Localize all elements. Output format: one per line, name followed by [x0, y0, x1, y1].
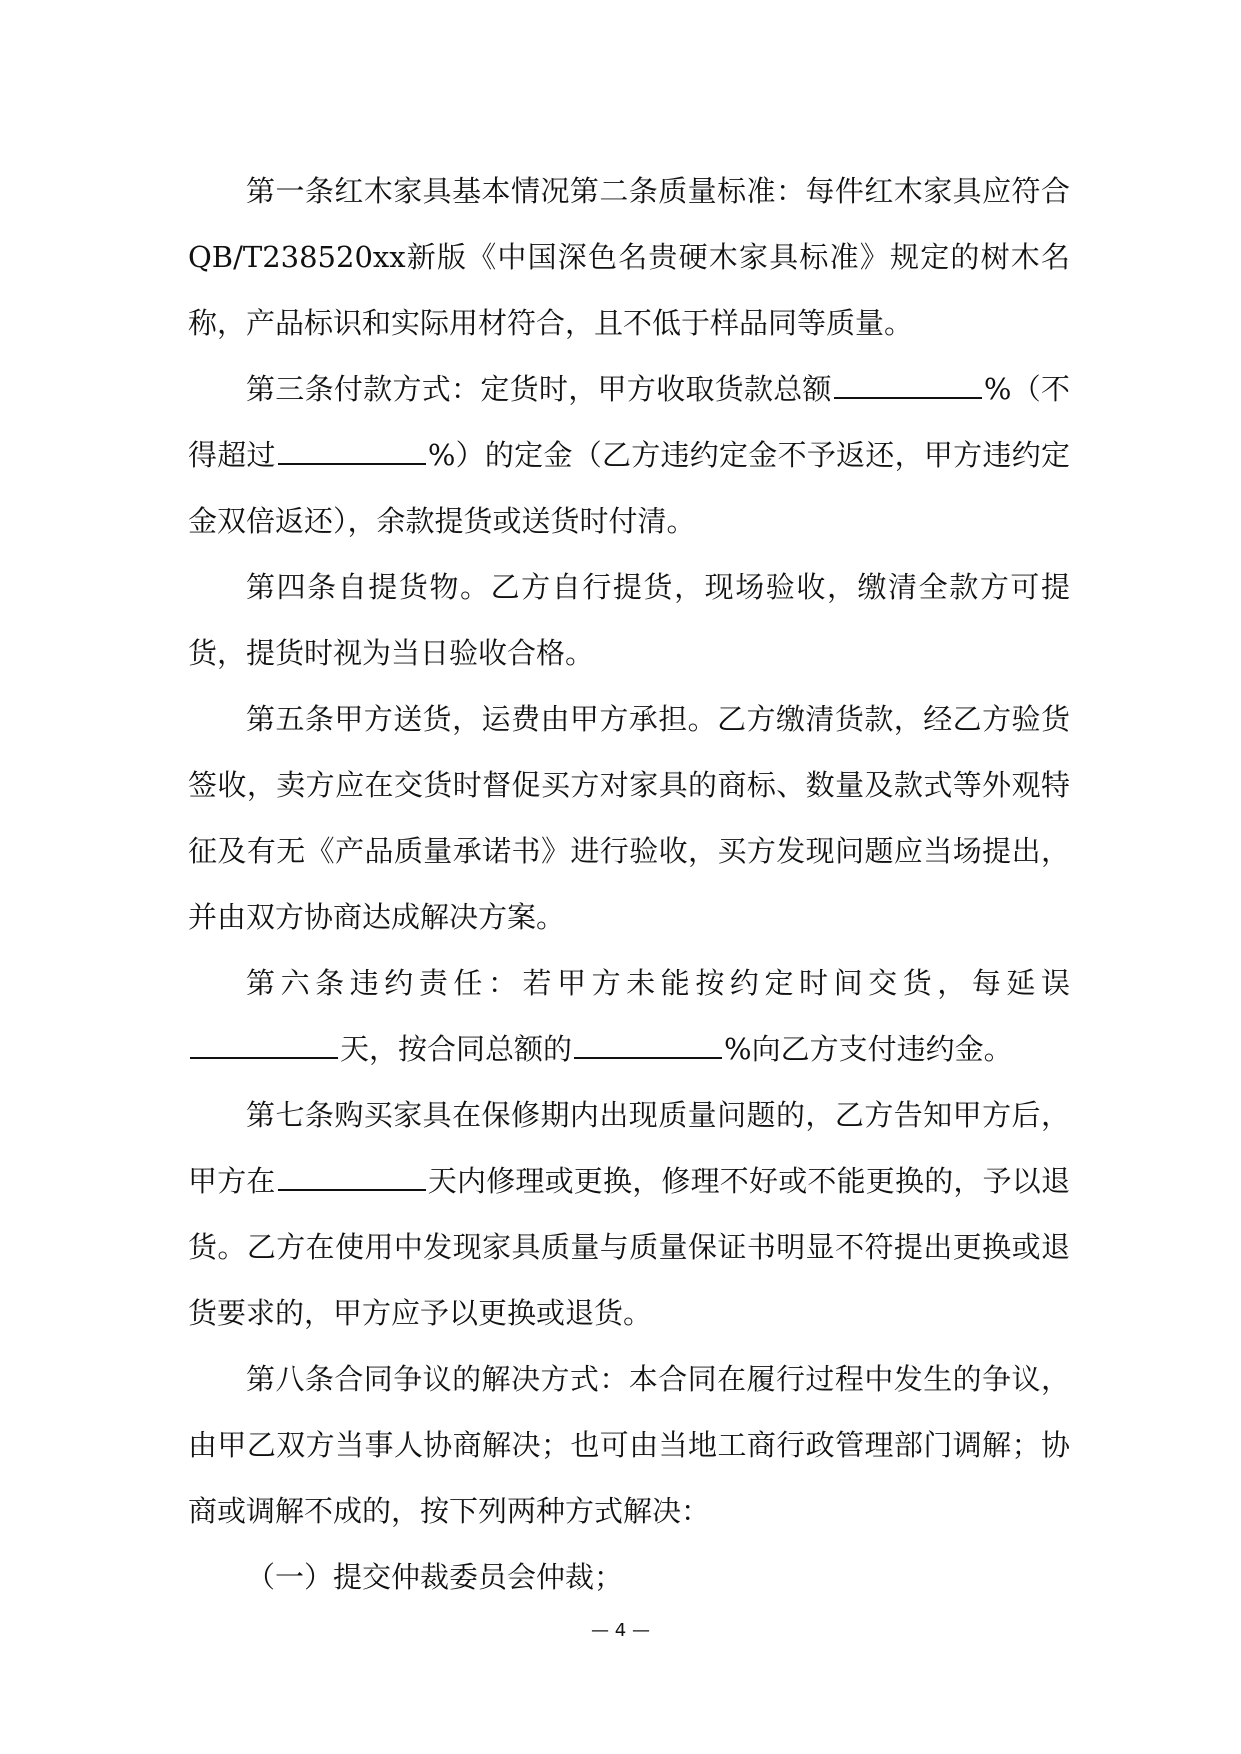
paragraph-text: 天内修理或更换，修理不好或不能更换的，予以退货。乙方在使用中发现家具质量与质量保证书明显不符提出更换或退货要求的，甲方应予以更换或退货。 — [188, 1164, 1070, 1330]
page-number: — 4 — — [591, 1620, 650, 1641]
paragraph-text: %向乙方支付违约金。 — [724, 1032, 1013, 1066]
paragraph-text: 第五条甲方送货，运费由甲方承担。乙方缴清货款，经乙方验货签收，卖方应在交货时督促买方对家具的商标、数量及款式等外观特征及有无《产品质量承诺书》进行验收，买方发现问题应当场提出，并由双方协商达成解决方案。 — [188, 702, 1070, 934]
clause-arbitration-option — [188, 1544, 1070, 1610]
clause-payment-method — [188, 356, 1070, 554]
clause-quality-standard — [188, 158, 1070, 356]
paragraph-text: （一）提交仲裁委员会仲裁； — [246, 1560, 624, 1594]
paragraph-text: 第七条购买家具在保修期内出现质量问题的，乙方告知甲方后，甲方在 — [188, 1098, 1070, 1198]
clause-dispute-resolution — [188, 1346, 1070, 1544]
paragraph-text: 第四条自提货物。乙方自行提货，现场验收，缴清全款方可提货，提货时视为当日验收合格。 — [188, 570, 1070, 670]
document-body — [188, 158, 1070, 1610]
paragraph-text: 第八条合同争议的解决方式：本合同在履行过程中发生的争议，由甲乙双方当事人协商解决；也可由当地工商行政管理部门调解；协商或调解不成的，按下列两种方式解决： — [188, 1362, 1070, 1528]
clause-warranty — [188, 1082, 1070, 1346]
fill-in-blank-field[interactable] — [278, 1167, 426, 1191]
clause-breach-liability — [188, 950, 1070, 1082]
fill-in-blank-field[interactable] — [574, 1035, 722, 1059]
paragraph-text: %）的定金（乙方违约定金不予返还，甲方违约定金双倍返还），余款提货或送货时付清。 — [188, 438, 1070, 538]
paragraph-text: 第六条违约责任：若甲方未能按约定时间交货，每延误 — [246, 966, 1070, 1000]
fill-in-blank-field[interactable] — [190, 1035, 338, 1059]
clause-delivery — [188, 686, 1070, 950]
fill-in-blank-field[interactable] — [278, 441, 426, 465]
paragraph-text: 第一条红木家具基本情况第二条质量标准：每件红木家具应符合QB/T238520xx新版《中国深色名贵硬木家具标准》规定的树木名称，产品标识和实际用材符合，且不低于样品同等质量。 — [188, 174, 1070, 340]
paragraph-text: %（不得超过 — [188, 372, 1070, 472]
fill-in-blank-field[interactable] — [834, 375, 982, 399]
clause-self-pickup — [188, 554, 1070, 686]
paragraph-text: 第三条付款方式：定货时，甲方收取货款总额 — [246, 372, 832, 406]
paragraph-text: 天，按合同总额的 — [340, 1032, 573, 1066]
